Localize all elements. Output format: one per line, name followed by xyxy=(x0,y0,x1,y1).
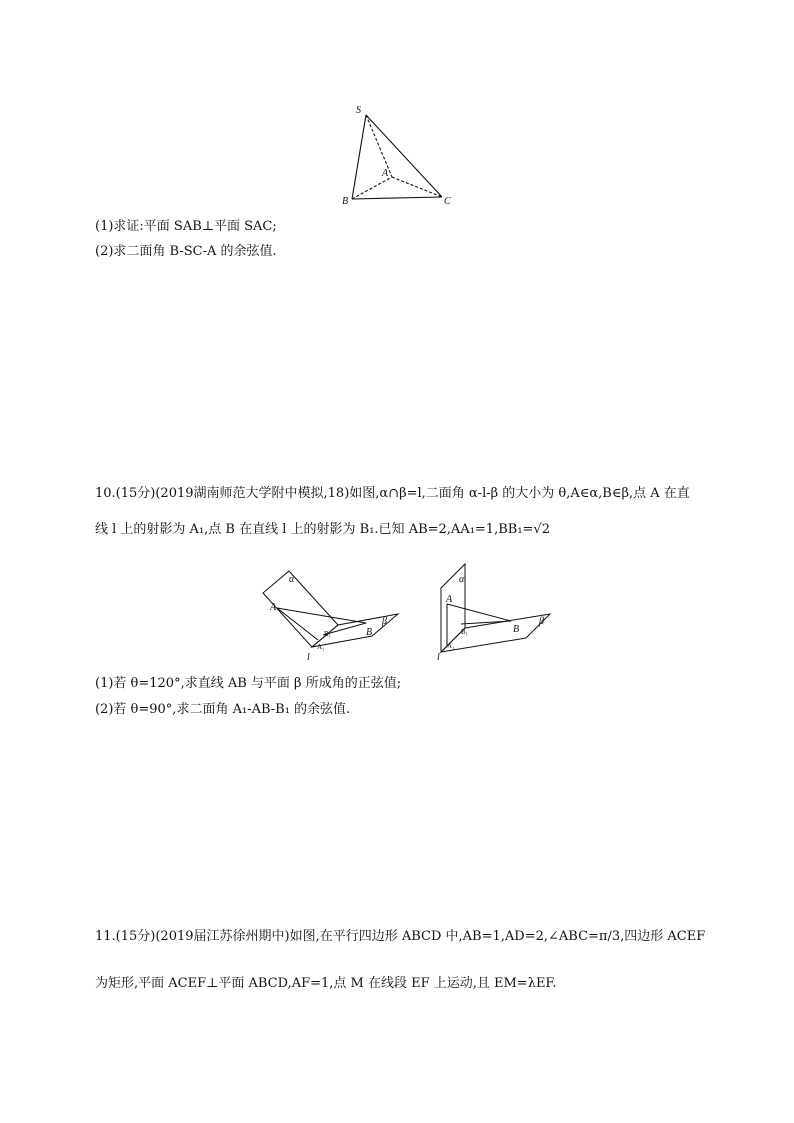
segment-B1B xyxy=(461,621,511,624)
edge-BA xyxy=(352,177,392,199)
label-alpha: α xyxy=(289,574,295,585)
problem10-part1: (1)若 θ=120°,求直线 AB 与平面 β 所成角的正弦值; xyxy=(95,676,402,691)
problem10-stem-line1: 10.(15分)(2019湖南师范大学附中模拟,18)如图,α∩β=l,二面角 α-l-β 的大小为 θ,A∈α,B∈β,点 A 在直 xyxy=(95,486,690,501)
label-B1: B₁ xyxy=(324,630,332,638)
label-beta: β xyxy=(539,616,544,627)
label-B: B xyxy=(366,627,373,638)
label-alpha: α xyxy=(459,574,465,585)
label-A: A xyxy=(446,594,453,605)
edge-AC xyxy=(392,177,442,197)
edge-BC xyxy=(352,197,442,199)
label-A: A xyxy=(382,168,389,179)
plane-beta xyxy=(441,614,550,652)
label-A1: A₁ xyxy=(447,642,455,650)
label-B: B xyxy=(513,624,520,635)
problem11-stem-line1: 11.(15分)(2019届江苏徐州期中)如图,在平行四边形 ABCD 中,AB=1,AD=2,∠ABC=π/3,四边形 ACEF xyxy=(95,929,706,944)
edge-SB xyxy=(352,115,366,199)
label-l: l xyxy=(307,652,310,663)
label-beta: β xyxy=(382,616,387,627)
problem10-part2: (2)若 θ=90°,求二面角 A₁-AB-B₁ 的余弦值. xyxy=(95,702,351,717)
label-A1: A₁ xyxy=(317,643,325,651)
label-A: A xyxy=(270,602,277,613)
problem9-part1: (1)求证:平面 SAB⊥平面 SAC; xyxy=(95,219,277,234)
label-B: B xyxy=(342,196,349,207)
label-l: l xyxy=(437,652,440,662)
label-S: S xyxy=(356,105,361,116)
segment-AA1 xyxy=(277,608,318,640)
label-B1: B₁ xyxy=(461,628,469,636)
problem9-part2: (2)求二面角 B-SC-A 的余弦值. xyxy=(95,244,277,259)
dihedral-figure-right xyxy=(435,562,555,662)
segment-AB xyxy=(277,608,366,623)
problem10-stem-line2: 线 l 上的射影为 A₁,点 B 在直线 l 上的射影为 B₁.已知 AB=2,AA₁=1,BB₁=√2 xyxy=(95,522,550,537)
dihedral-figure-obtuse xyxy=(255,565,405,665)
tetrahedron-figure xyxy=(330,100,460,212)
problem11-stem-line2: 为矩形,平面 ACEF⊥平面 ABCD,AF=1,点 M 在线段 EF 上运动,且 EM=λEF. xyxy=(95,976,557,991)
segment-AB xyxy=(447,604,511,621)
edge-SC xyxy=(366,115,442,197)
label-C: C xyxy=(444,196,451,207)
